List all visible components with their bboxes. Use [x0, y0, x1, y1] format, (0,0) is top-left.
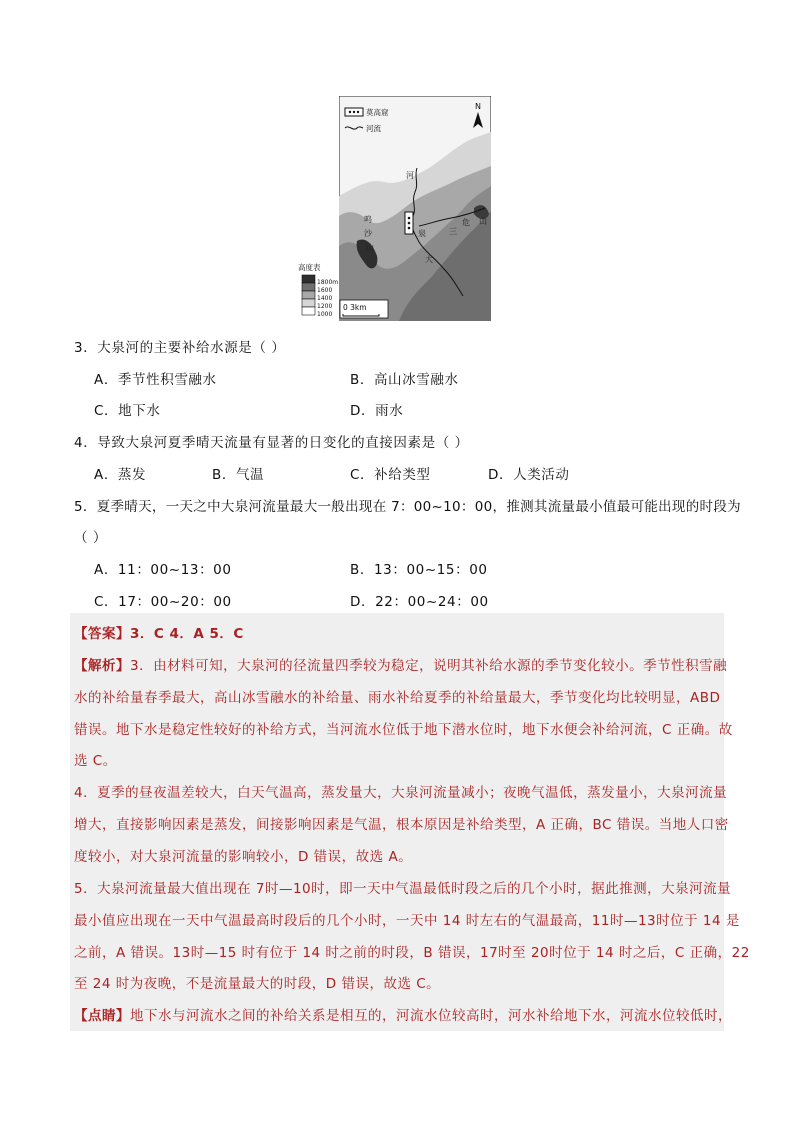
q4-option-b: B．气温	[212, 467, 265, 483]
q5-option-d: D．22：00~24：00	[350, 594, 489, 610]
q3-option-a: A．季节性积雪融水	[94, 372, 217, 388]
analysis-line: 4．夏季的昼夜温差较大，白天气温高，蒸发量大，大泉河流量减小；夜晚气温低，蒸发量小，大泉河流量	[74, 785, 728, 801]
answer-text: 3．C 4．A 5．C	[130, 626, 244, 642]
q3-option-b: B．高山冰雪融水	[350, 372, 459, 388]
height-label: 1800m	[317, 279, 339, 286]
analysis-line: 之前，A 错误。13时—15 时有位于 14 时之前的时段，B 错误，17时至 20时位于 14 时之后，C 正确，22	[74, 945, 750, 961]
map-label-he: 河	[406, 171, 414, 180]
map-label-quan: 泉	[418, 229, 426, 238]
tip-line	[74, 1004, 732, 1024]
q4-option-d: D．人类活动	[488, 467, 570, 483]
analysis-line: 错误。地下水是稳定性较好的补给方式，当河流水位低于地下潜水位时，地下水便会补给河流，C 正确。故	[74, 722, 733, 738]
analysis-line: 选 C。	[74, 753, 117, 769]
analysis-line: 增大，直接影响因素是蒸发，间接影响因素是气温，根本原因是补给类型，A 正确，BC 错误。当地人口密	[74, 817, 729, 833]
analysis-text: 3．由材料可知，大泉河的径流量四季较为稳定，说明其补给水源的季节变化较小。季节性积雪融	[130, 658, 728, 674]
analysis-line: 5．大泉河流量最大值出现在 7时—10时，即一天中气温最低时段之后的几个小时，据此推测，大泉河流量	[74, 881, 732, 897]
height-legend	[296, 262, 340, 324]
map-label-san: 三	[449, 227, 457, 236]
analysis-line	[74, 654, 727, 674]
tip-text: 地下水与河流水之间的补给关系是相互的，河流水位较高时，河水补给地下水，河流水位较低时，	[130, 1008, 732, 1024]
scale-label: 0 3km	[343, 303, 367, 312]
analysis-line: 水的补给量春季最大，高山冰雪融水的补给量、雨水补给夏季的补给量最大，季节变化均比较明显，ABD	[74, 690, 721, 706]
dunhuang-map	[339, 96, 491, 321]
height-legend-title: 高度表	[298, 263, 321, 272]
q4-option-c: C．补给类型	[350, 467, 431, 483]
map-label-da: 大	[425, 255, 433, 264]
analysis-line: 度较小，对大泉河流量的影响较小，D 错误，故选 A。	[74, 849, 413, 865]
q3-option-d: D．雨水	[350, 403, 404, 419]
map-label-shan-west: 山	[366, 243, 374, 252]
question-5-stem-cont: （ ）	[74, 530, 108, 546]
north-label: N	[475, 102, 481, 111]
height-label: 1200	[317, 303, 333, 310]
map-label-ming: 鸣	[364, 215, 372, 224]
map-label-sha: 沙	[364, 229, 372, 238]
analysis-line: 最小值应出现在一天中气温最高时段后的几个小时，一天中 14 时左右的气温最高，11时—13时位于 14 是	[74, 913, 740, 929]
analysis-tag: 【解析】	[74, 658, 130, 674]
q5-option-b: B．13：00~15：00	[350, 562, 488, 578]
legend-mogao-label: 莫高窟	[366, 108, 389, 117]
map-label-shan-east: 山	[479, 217, 487, 226]
map-label-wei: 危	[462, 218, 470, 227]
answer-line	[74, 622, 244, 642]
height-label: 1400	[317, 295, 333, 302]
question-5-stem: 5．夏季晴天，一天之中大泉河流量最大一般出现在 7：00~10：00，推测其流量最小值最可能出现的时段为	[74, 499, 741, 515]
height-label: 1600	[317, 287, 333, 294]
legend-river-label: 河流	[366, 124, 381, 133]
question-3-stem: 3．大泉河的主要补给水源是（ ）	[74, 340, 286, 356]
height-label: 1000	[317, 311, 333, 318]
q3-option-c: C．地下水	[94, 403, 161, 419]
tip-tag: 【点睛】	[74, 1008, 130, 1024]
q5-option-c: C．17：00~20：00	[94, 594, 232, 610]
q5-option-a: A．11：00~13：00	[94, 562, 232, 578]
q4-option-a: A．蒸发	[94, 467, 147, 483]
analysis-line: 至 24 时为夜晚，不是流量最大的时段，D 错误，故选 C。	[74, 976, 441, 992]
question-4-stem: 4．导致大泉河夏季晴天流量有显著的日变化的直接因素是（ ）	[74, 435, 469, 451]
answer-tag: 【答案】	[74, 626, 130, 642]
